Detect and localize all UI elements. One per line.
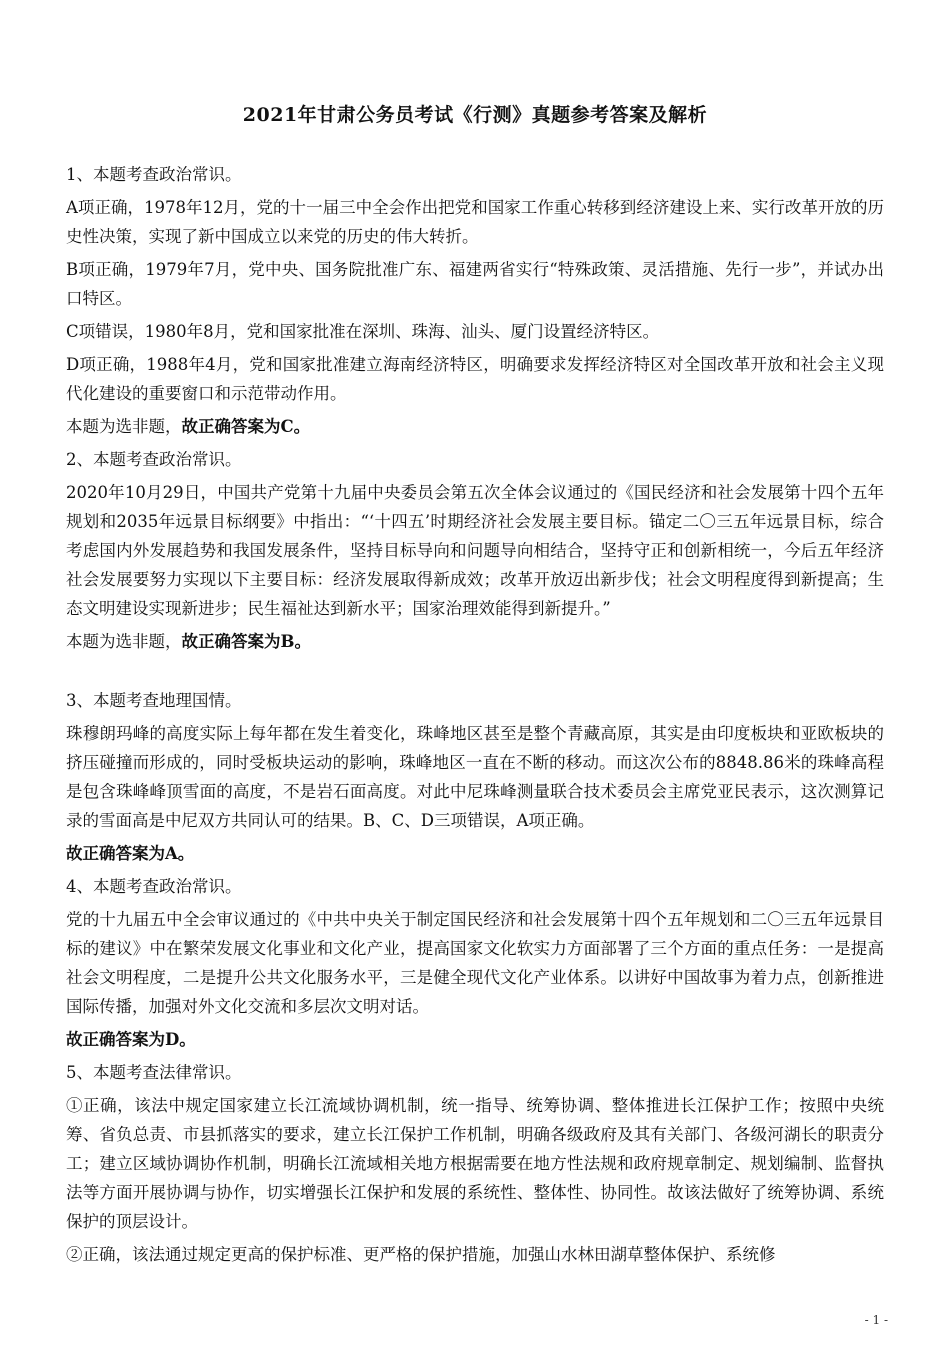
q1-option-d: D项正确，1988年4月，党和国家批准建立海南经济特区，明确要求发挥经济特区对全国改革开放和社会主义现代化建设的重要窗口和示范带动作用。 — [66, 355, 884, 403]
q5-item-1: ①正确，该法中规定国家建立长江流域协调机制，统一指导、统筹协调、整体推进长江保护工作；按照中央统筹、省负总责、市县抓落实的要求，建立长江保护工作机制，明确各级政府及其有关部门、各级河湖长的职责分工；建立区域协调协作机制，明确长江流域相关地方根据需要在地方性法规和政府规章制定、规划编制、监督执法等方面开展协调与协作，切实增强长江保护和发展的系统性、整体性、协同性。故该法做好了统筹协调、系统保护的顶层设计。 — [66, 1096, 884, 1231]
q1-heading: 1、本题考查政治常识。 — [66, 165, 242, 184]
q5-item-2: ②正确，该法通过规定更高的保护标准、更严格的保护措施，加强山水林田湖草整体保护、系统修 — [66, 1245, 776, 1264]
q1-answer — [66, 412, 884, 441]
page-number: - 1 - — [864, 1313, 888, 1327]
q2-answer — [66, 627, 884, 656]
q1-option-b: B项正确，1979年7月，党中央、国务院批准广东、福建两省实行“特殊政策、灵活措施、先行一步”，并试办出口特区。 — [66, 260, 884, 308]
document-body — [66, 160, 884, 1273]
q1-answer-text: 故正确答案为C。 — [181, 417, 311, 436]
q3-body: 珠穆朗玛峰的高度实际上每年都在发生着变化，珠峰地区甚至是整个青藏高原，其实是由印度板块和亚欧板块的挤压碰撞而形成的，同时受板块运动的影响，珠峰地区一直在不断的移动。而这次公布的8848.86米的珠峰高程是包含珠峰峰顶雪面的高度，不是岩石面高度。对此中尼珠峰测量联合技术委员会主席党亚民表示，这次测算记录的雪面高是中尼双方共同认可的结果。B、C、D三项错误，A项正确。 — [66, 724, 884, 830]
q1-option-a: A项正确，1978年12月，党的十一届三中全会作出把党和国家工作重心转移到经济建设上来、实行改革开放的历史性决策，实现了新中国成立以来党的历史的伟大转折。 — [66, 198, 884, 246]
q1-answer-prefix: 本题为选非题， — [66, 417, 182, 436]
q3-answer-text: 故正确答案为A。 — [66, 844, 195, 863]
q2-body: 2020年10月29日，中国共产党第十九届中央委员会第五次全体会议通过的《国民经济和社会发展第十四个五年规划和2035年远景目标纲要》中指出：“‘十四五’时期经济社会发展主要目标。锚定二〇三五年远景目标，综合考虑国内外发展趋势和我国发展条件，坚持目标导向和问题导向相结合，坚持守正和创新相统一，今后五年经济社会发展要努力实现以下主要目标：经济发展取得新成效；改革开放迈出新步伐；社会文明程度得到新提高；生态文明建设实现新进步；民生福祉达到新水平；国家治理效能得到新提升。” — [66, 483, 884, 618]
q2-heading: 2、本题考查政治常识。 — [66, 450, 242, 469]
q4-answer — [66, 1025, 884, 1054]
q4-body: 党的十九届五中全会审议通过的《中共中央关于制定国民经济和社会发展第十四个五年规划和二〇三五年远景目标的建议》中在繁荣发展文化事业和文化产业，提高国家文化软实力方面部署了三个方面的重点任务：一是提高社会文明程度，二是提升公共文化服务水平，三是健全现代文化产业体系。以讲好中国故事为着力点，创新推进国际传播，加强对外文化交流和多层次文明对话。 — [66, 910, 884, 1016]
q5-heading: 5、本题考查法律常识。 — [66, 1063, 242, 1082]
q4-heading: 4、本题考查政治常识。 — [66, 877, 242, 896]
q3-answer — [66, 839, 884, 868]
q3-heading: 3、本题考查地理国情。 — [66, 691, 242, 710]
q2-answer-text: 故正确答案为B。 — [181, 632, 311, 651]
q2-answer-prefix: 本题为选非题， — [66, 632, 182, 651]
q1-option-c: C项错误，1980年8月，党和国家批准在深圳、珠海、汕头、厦门设置经济特区。 — [66, 322, 660, 341]
q4-answer-text: 故正确答案为D。 — [66, 1030, 196, 1049]
document-title: 2021年甘肃公务员考试《行测》真题参考答案及解析 — [242, 104, 708, 126]
